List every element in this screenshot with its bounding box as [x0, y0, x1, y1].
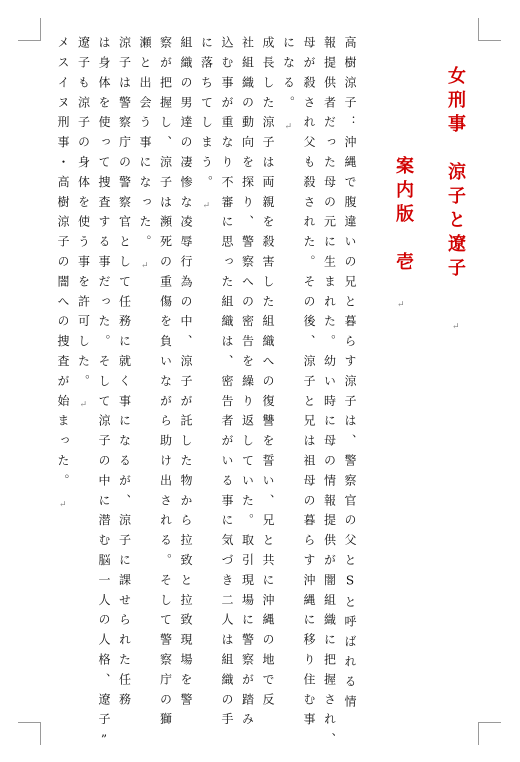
title-paragraph-mark: ↵: [452, 322, 460, 332]
body-column: 高樹涼子：沖縄で腹違いの兄と暮らす涼子は、警察官の父とSと呼ばれる情: [343, 36, 357, 715]
body-column: 組織の男達の凄惨な凌辱行為の中、涼子が託した物から拉致と拉致現場を警: [179, 36, 193, 713]
body-column: 母が殺され父も殺された。その後、涼子と兄は祖母の暮らす沖縄に移り住む事: [302, 36, 316, 733]
body-column: 瀬と出会う事になった。: [138, 36, 152, 255]
body-column: 報提供者だった母の元に生まれた。幼い時に母の情報提供が闇組織に把握され、: [322, 36, 337, 753]
subtitle-paragraph-mark: ↵: [397, 300, 405, 310]
body-column: 遼子も涼子の身体を使う事を許可した。: [76, 36, 91, 395]
document-title: 女刑事 涼子と遼子: [445, 66, 466, 282]
body-column: メスイヌ刑事・高樹涼子の闇への捜査が始まった。: [56, 36, 70, 494]
paragraph-mark: ↵: [284, 121, 293, 132]
paragraph-mark: ↵: [59, 499, 67, 510]
body-column: になる。: [281, 36, 296, 116]
paragraph-mark: ↵: [141, 260, 149, 271]
crop-mark-bottom-left: [18, 722, 41, 745]
crop-mark-top-left: [18, 18, 41, 41]
body-column: は身体を使って捜査する事だった。そして涼子の中に潜む脳一人の人格、遼子”: [97, 36, 111, 755]
crop-mark-bottom-right: [478, 722, 501, 745]
paragraph-mark: ↵: [79, 400, 88, 411]
body-column: 成長した涼子は両親を殺害した組織への復讐を誓い、兄と共に沖縄の地で反: [261, 36, 275, 713]
body-column: 社組織の動向を探り、警察への密告を繰り返していた。取引現場に警察が踏み: [240, 36, 255, 733]
body-column: 涼子は警察庁の警察官として任務に就く事になるが、涼子に課せられた任務: [117, 36, 132, 713]
body-column: 察が把握し、涼子は瀕死の重傷を負いながら助け出される。そして警察庁の獅: [158, 36, 173, 733]
document-subtitle: 案内版 壱: [393, 156, 414, 276]
crop-mark-top-right: [478, 18, 501, 41]
body-column: 込む事が重なり不審に思った組織は、密告者がいる事に気づき二人は組織の手: [220, 36, 234, 733]
paragraph-mark: ↵: [202, 201, 211, 212]
body-column: に落ちてしまう。: [199, 36, 214, 196]
